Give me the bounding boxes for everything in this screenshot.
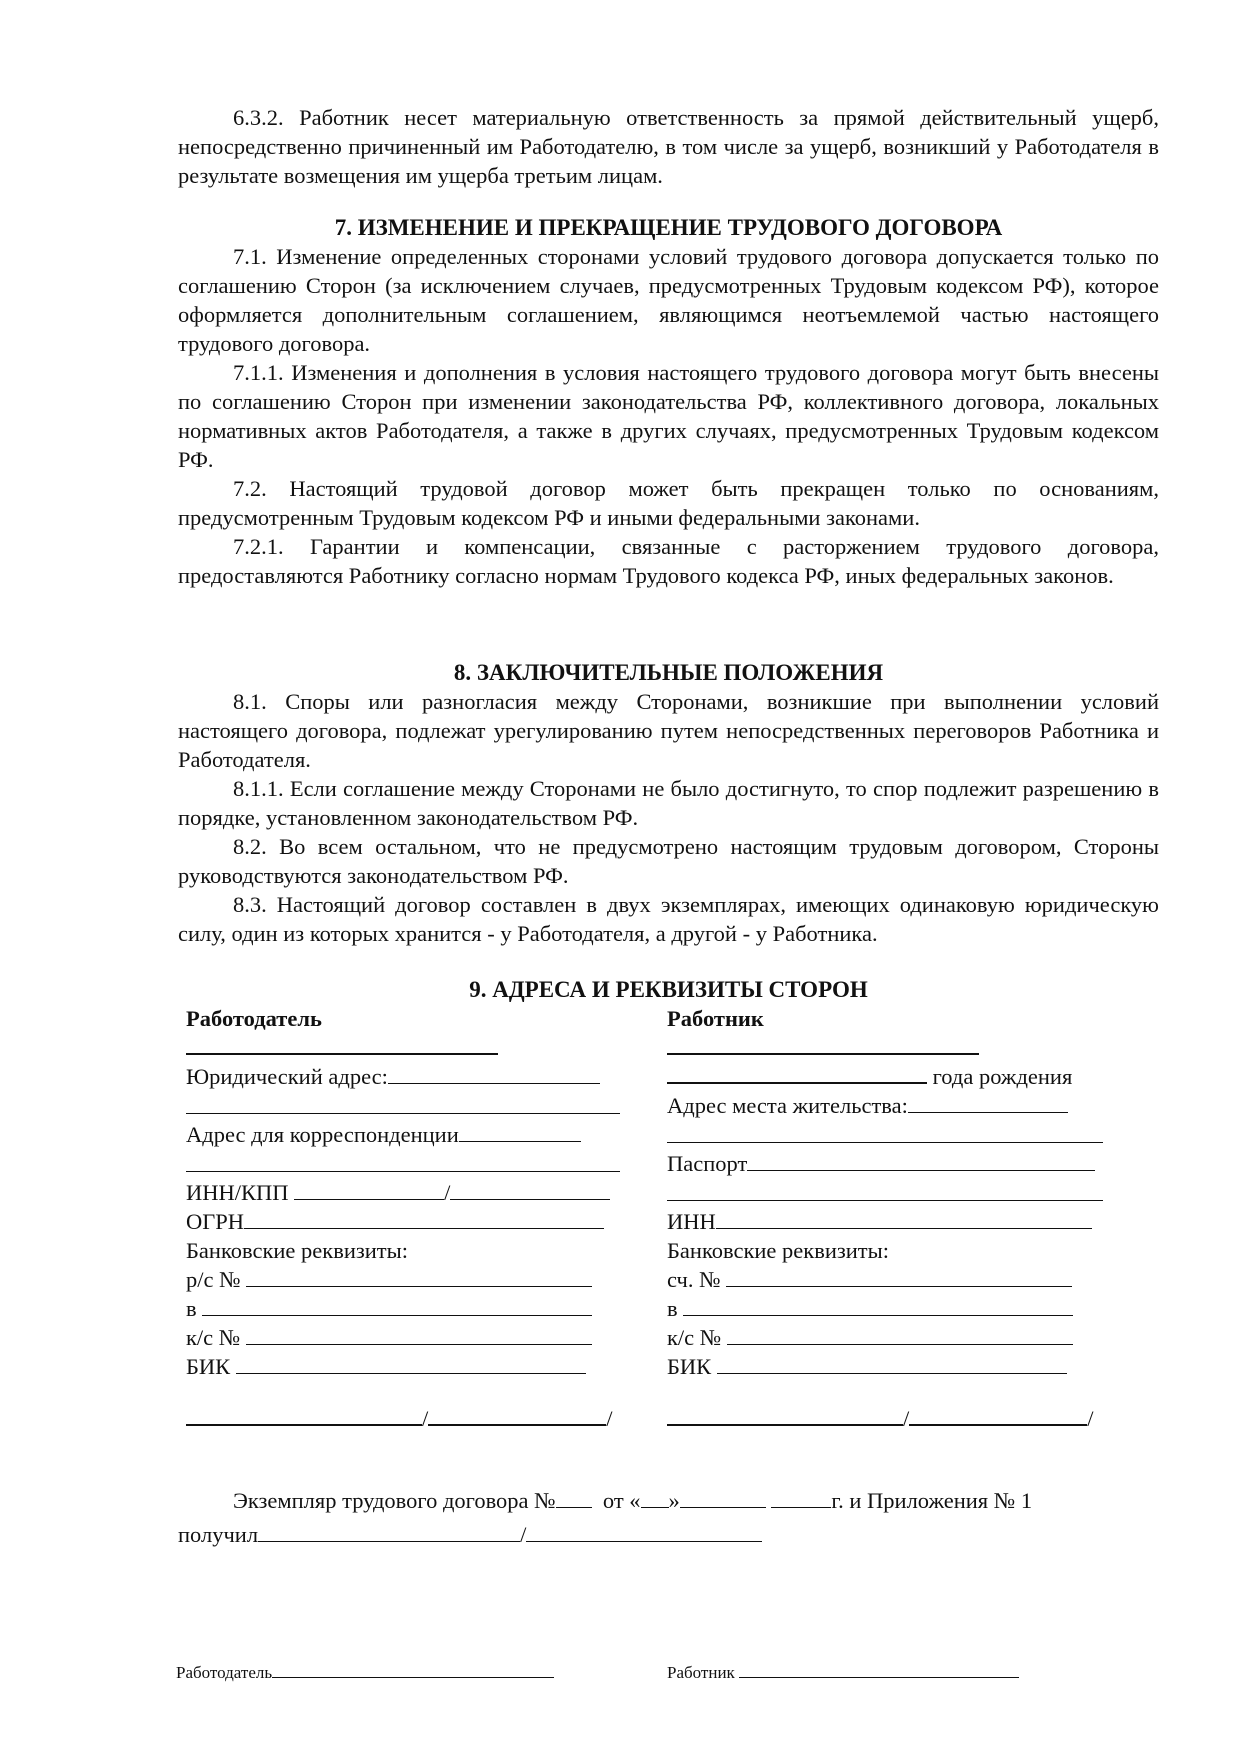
employee-bank-name-field[interactable] [667, 1294, 1117, 1323]
rs-label: р/с № [186, 1267, 241, 1292]
clause-8-2: 8.2. Во всем остальном, что не предусмотрено настоящим трудовым договором, Стороны руководствуются законодательством РФ. [178, 834, 1159, 888]
employer-legal-address-line2[interactable] [186, 1091, 626, 1120]
employer-bank-label: Банковские реквизиты: [186, 1238, 409, 1263]
bik-label: БИК [667, 1354, 712, 1379]
inn-label: ИНН [667, 1209, 716, 1234]
employer-signature-line[interactable]: / / [186, 1404, 613, 1432]
employer-rs-field[interactable] [186, 1265, 626, 1294]
employee-inn-field[interactable] [667, 1207, 1117, 1236]
section-7-body [178, 242, 1159, 590]
mail-address-label: Адрес для корреспонденции [186, 1122, 459, 1147]
employer-ks-field[interactable] [186, 1323, 626, 1352]
bik-label: БИК [186, 1354, 231, 1379]
receipt-note [178, 1484, 1159, 1552]
clause-7-1-1: 7.1.1. Изменения и дополнения в условия настоящего трудового договора могут быть внесены по соглашению Сторон при изменении законодательства РФ, коллективного договора, локальных нормативных актов Работодателя, а также в других случаях, предусмотренных Трудовым кодексом РФ. [178, 360, 1159, 472]
v-label: в [186, 1296, 197, 1321]
employer-inn-kpp-field[interactable]: ИНН/КПП / [186, 1178, 626, 1207]
employee-requisites [667, 1004, 1117, 1381]
employer-legal-address-field[interactable] [186, 1062, 626, 1091]
clause-8-1: 8.1. Споры или разногласия между Сторонами, возникшие при выполнении условий настоящего договора, подлежат урегулированию путем непосредственных переговоров Работника и Работодателя. [178, 689, 1159, 772]
residence-label: Адрес места жительства: [667, 1093, 908, 1118]
employee-signature-line[interactable]: / / [667, 1404, 1094, 1432]
clause-6-3-2: 6.3.2. Работник несет материальную ответственность за прямой действительный ущерб, непосредственно причиненный им Работодателю, в том числе за ущерб, возникший у Работодателя в результате возмещения им ущерба третьим лицам. [178, 105, 1159, 188]
section-8-body [178, 687, 1159, 948]
inn-kpp-label: ИНН/КПП [186, 1180, 289, 1205]
section-8-title: 8. ЗАКЛЮЧИТЕЛЬНЫЕ ПОЛОЖЕНИЯ [453, 660, 884, 685]
employee-bank-label: Банковские реквизиты: [667, 1238, 890, 1263]
section-9-title: 9. АДРЕСА И РЕКВИЗИТЫ СТОРОН [469, 977, 868, 1002]
clause-7-2: 7.2. Настоящий трудовой договор может быть прекращен только по основаниям, предусмотренным Трудовым кодексом РФ и иными федеральными законами. [178, 476, 1159, 530]
footer-employee-signature[interactable]: Работник [667, 1662, 1019, 1683]
section-7-title: 7. ИЗМЕНЕНИЕ И ПРЕКРАЩЕНИЕ ТРУДОВОГО ДОГОВОРА [334, 215, 1003, 240]
employee-bik-field[interactable] [667, 1352, 1117, 1381]
employee-ks-field[interactable] [667, 1323, 1117, 1352]
legal-address-label: Юридический адрес: [186, 1064, 388, 1089]
ks-label: к/с № [186, 1325, 241, 1350]
v-label: в [667, 1296, 678, 1321]
employee-name-field[interactable] [667, 1033, 1117, 1062]
clause-8-3: 8.3. Настоящий договор составлен в двух экземплярах, имеющих одинаковую юридическую силу, один из которых хранится - у Работодателя, а другой - у Работника. [178, 892, 1159, 946]
passport-label: Паспорт [667, 1151, 748, 1176]
employee-birth-field[interactable] [667, 1062, 1117, 1091]
footer-employer-signature[interactable]: Работодатель [176, 1662, 554, 1683]
employer-requisites [186, 1004, 626, 1381]
account-label: сч. № [667, 1267, 721, 1292]
receipt-line-2[interactable]: получил / [178, 1518, 1159, 1552]
birth-label: года рождения [932, 1064, 1073, 1089]
employer-heading: Работодатель [186, 1006, 322, 1031]
employer-bank-name-field[interactable] [186, 1294, 626, 1323]
employer-mail-address-field[interactable] [186, 1120, 626, 1149]
clause-7-1: 7.1. Изменение определенных сторонами условий трудового договора допускается только по соглашению Сторон (за исключением случаев, предусмотренных Трудовым кодексом РФ), которое оформляется дополнительным соглашением, являющимся неотъемлемой частью настоящего трудового договора. [178, 244, 1159, 356]
employer-bik-field[interactable] [186, 1352, 626, 1381]
clause-6-3-2-block [178, 103, 1159, 190]
ogrn-label: ОГРН [186, 1209, 245, 1234]
employer-name-field[interactable] [186, 1033, 626, 1062]
employee-passport-field[interactable] [667, 1149, 1117, 1178]
employee-residence-line2[interactable] [667, 1120, 1117, 1149]
employer-ogrn-field[interactable] [186, 1207, 626, 1236]
clause-7-2-1: 7.2.1. Гарантии и компенсации, связанные с расторжением трудового договора, предоставляются Работнику согласно нормам Трудового кодекса РФ, иных федеральных законов. [178, 534, 1159, 588]
clause-8-1-1: 8.1.1. Если соглашение между Сторонами не было достигнуто, то спор подлежит разрешению в порядке, установленном законодательством РФ. [178, 776, 1159, 830]
employee-residence-field[interactable] [667, 1091, 1117, 1120]
receipt-line-1[interactable]: Экземпляр трудового договора № от « » г. и Приложения № 1 [233, 1488, 1033, 1513]
employee-passport-line2[interactable] [667, 1178, 1117, 1207]
ks-label: к/с № [667, 1325, 722, 1350]
employer-mail-address-line2[interactable] [186, 1149, 626, 1178]
employee-account-field[interactable] [667, 1265, 1117, 1294]
employee-heading: Работник [667, 1006, 764, 1031]
